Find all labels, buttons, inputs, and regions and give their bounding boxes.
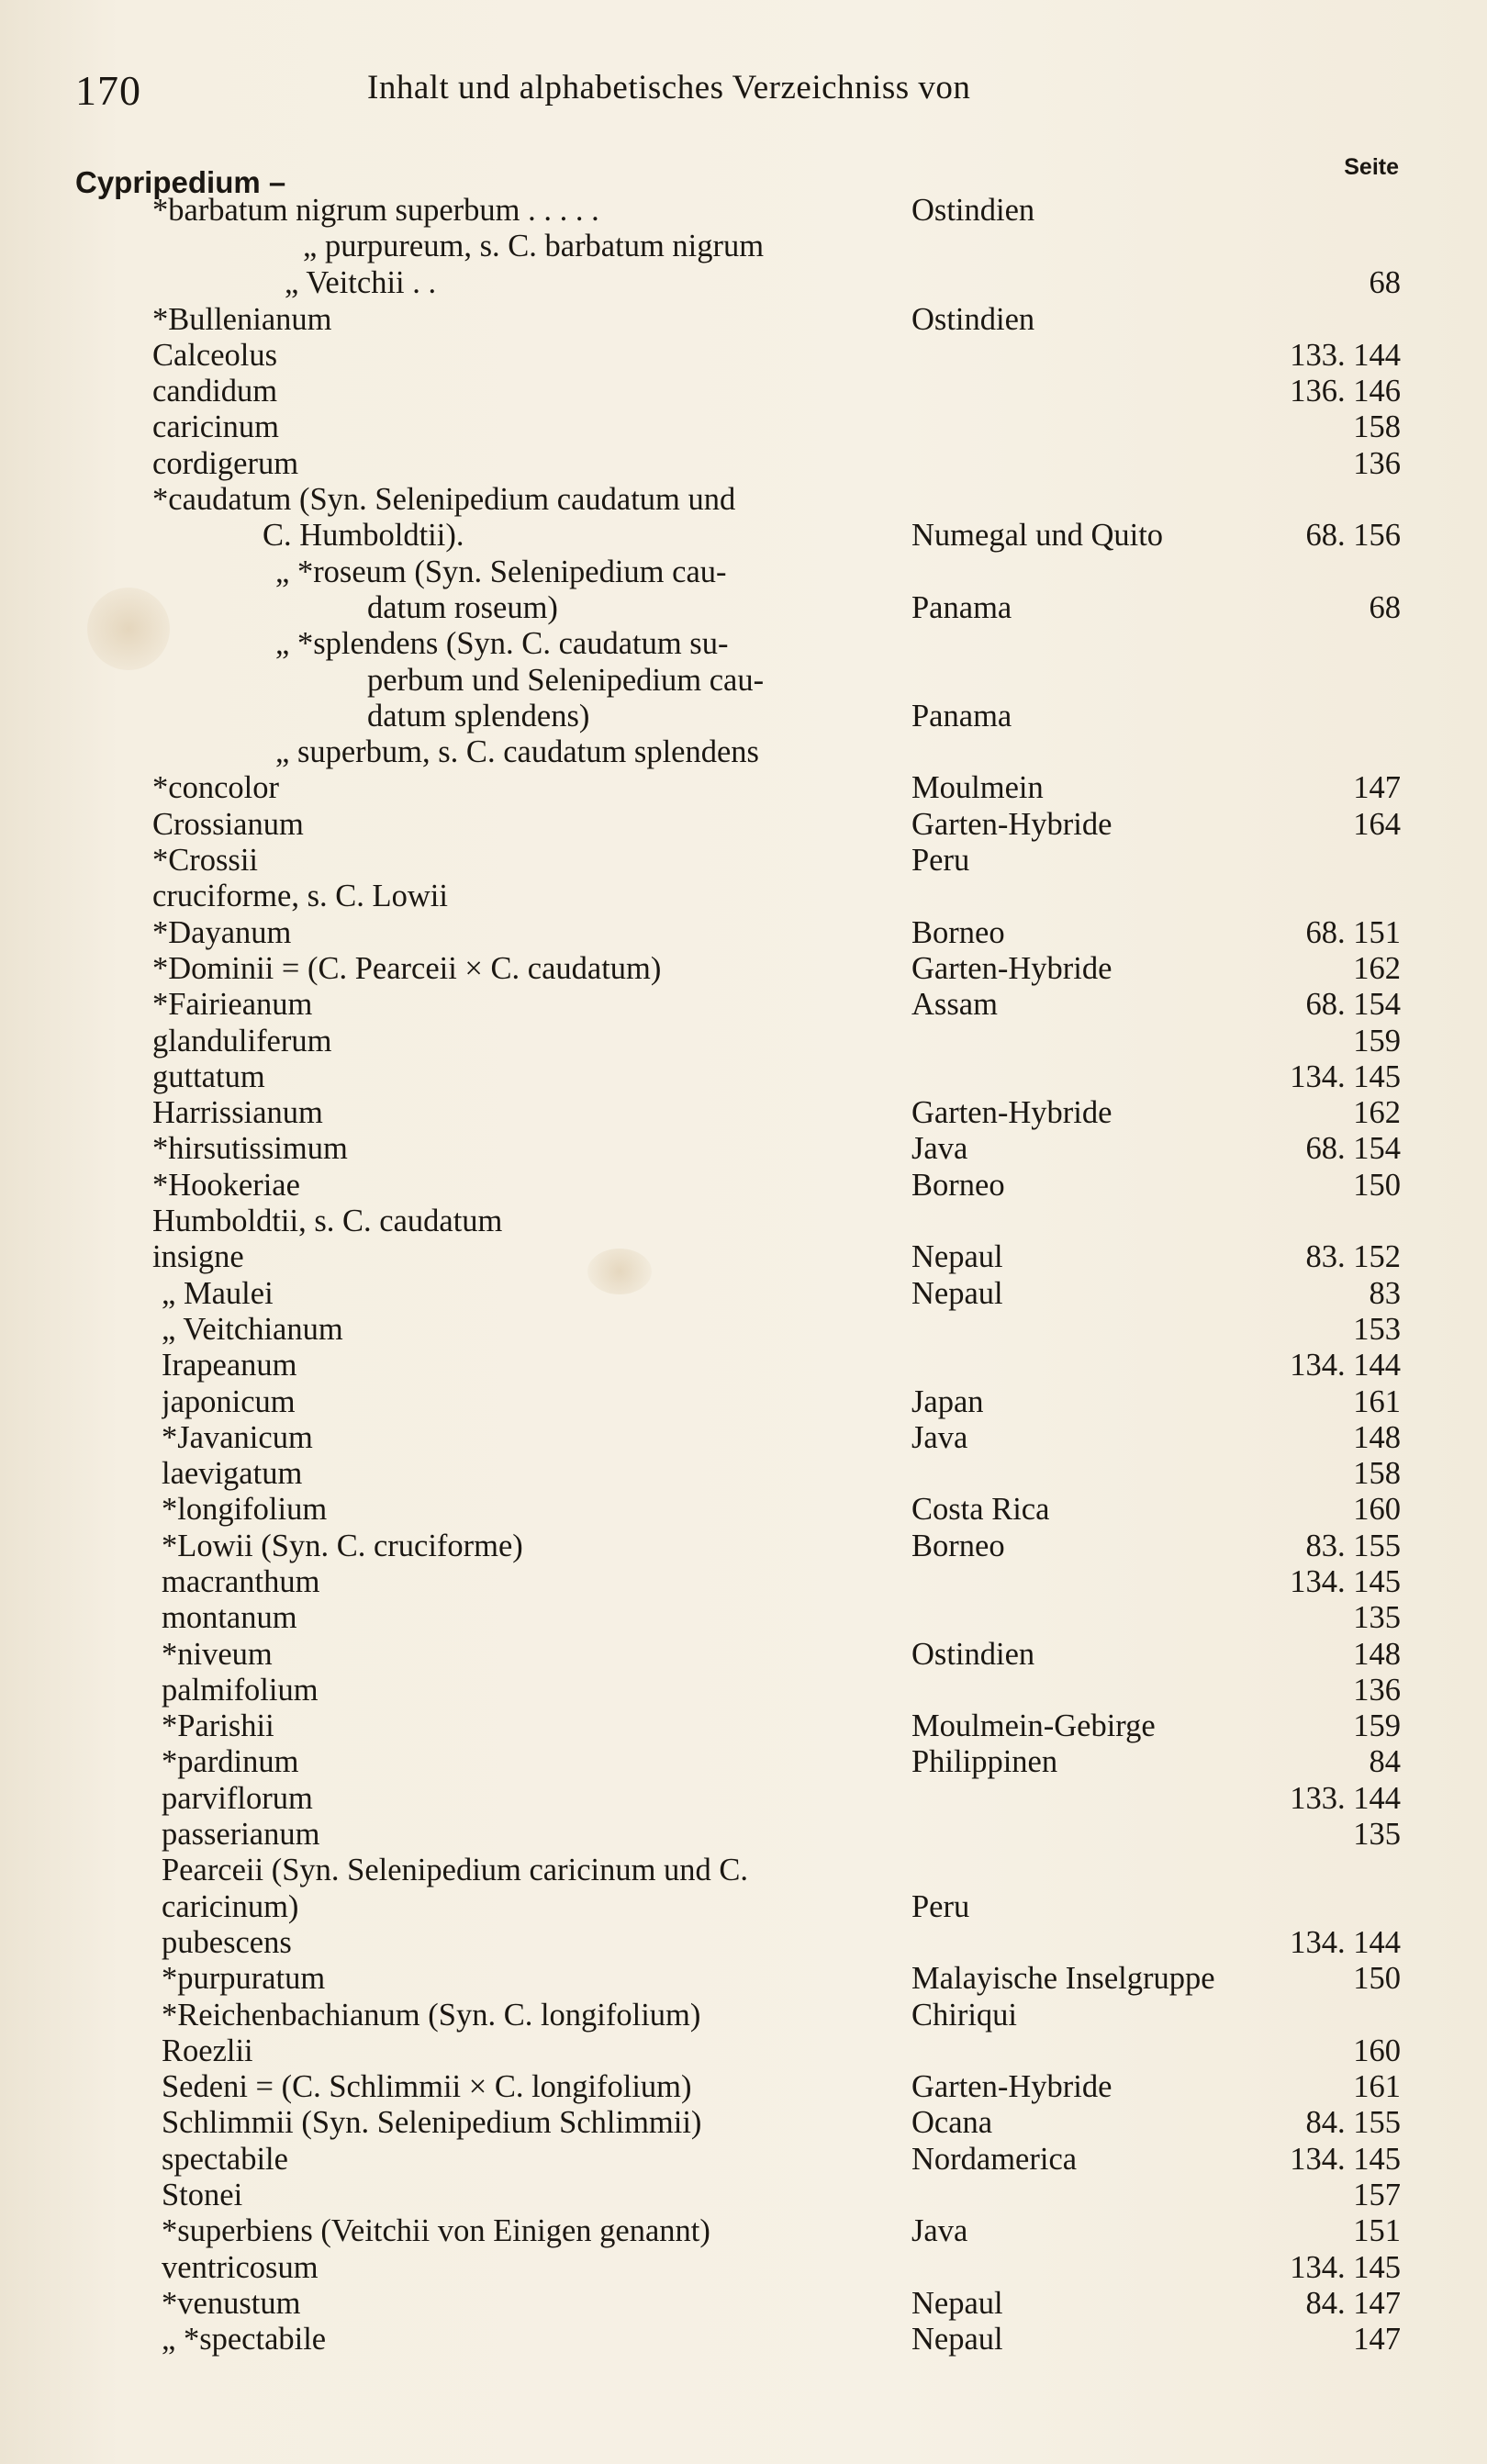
entry-location: Japan [911,1383,984,1419]
index-entry [0,2105,1487,2141]
entry-name: „ Veitchii . . [285,265,437,301]
entry-name: laevigatum [162,1456,303,1492]
entry-pages: 134. 144 [1290,1924,1401,1960]
entry-pages: 135 [1353,1600,1401,1636]
entry-location: Borneo [911,1167,1005,1203]
index-entry [0,1168,1487,1204]
entry-pages: 133. 144 [1290,1780,1401,1816]
entry-pages: 68. 154 [1305,1131,1401,1167]
entry-name: „ Maulei [162,1275,274,1311]
entry-pages: 162 [1353,950,1401,986]
entry-name: passerianum [162,1817,320,1853]
entry-pages: 84. 147 [1305,2285,1401,2321]
entry-name: „ *splendens (Syn. C. caudatum su- [275,626,729,662]
entry-name: montanum [162,1600,297,1636]
entry-pages: 158 [1353,1456,1401,1492]
index-entry [0,193,1487,229]
entry-name: *longifolium [162,1492,328,1528]
entry-pages: 134. 144 [1290,1348,1401,1383]
entry-location: Borneo [911,1528,1005,1563]
index-entry [0,1239,1487,1275]
entry-pages: 68. 154 [1305,987,1401,1023]
index-entry [0,1131,1487,1167]
index-entry [0,1024,1487,1059]
entry-pages: 134. 145 [1290,1058,1401,1094]
entry-location: Philippinen [911,1744,1058,1780]
entry-name: Pearceii (Syn. Selenipedium caricinum und C. [162,1853,749,1888]
entry-location: Java [911,1419,968,1455]
index-entry [0,1384,1487,1420]
index-entry [0,987,1487,1023]
entry-name: *Bullenianum [152,301,332,337]
entry-pages: 160 [1353,1492,1401,1528]
entry-name: *Dayanum [152,914,292,950]
entry-location: Moulmein-Gebirge [911,1708,1156,1744]
index-entry [0,1529,1487,1564]
entry-location: Assam [911,987,998,1023]
entry-location: Peru [911,843,970,879]
entry-pages: 68. 151 [1305,914,1401,950]
entry-pages: 162 [1353,1095,1401,1131]
entry-location: Panama [911,698,1012,734]
entry-pages: 136 [1353,445,1401,481]
entry-pages: 151 [1353,2213,1401,2249]
page-number: 170 [75,67,141,114]
index-entry [0,1312,1487,1348]
entry-pages: 68 [1369,265,1401,301]
index-entry [0,1456,1487,1492]
entry-name: *purpuratum [162,1961,326,1997]
entry-name: Calceolus [152,337,278,373]
entry-location: Ostindien [911,193,1035,228]
entry-pages: 161 [1353,2069,1401,2105]
index-entry [0,409,1487,445]
entry-location: Nordamerica [911,2141,1078,2177]
entry-name: spectabile [162,2141,288,2177]
entry-location: Garten-Hybride [911,806,1112,842]
index-entry [0,1564,1487,1600]
index-entry [0,302,1487,338]
entry-name: *pardinum [162,1744,299,1780]
genus-heading: Cypripedium – [75,165,286,199]
index-entry [0,663,1487,699]
index-entry [0,2069,1487,2105]
entry-location: Java [911,2213,968,2249]
index-entry [0,229,1487,265]
index-entry [0,843,1487,879]
index-entry [0,1420,1487,1456]
entry-name: datum roseum) [367,589,558,625]
entry-location: Ocana [911,2105,993,2141]
entry-name: *Javanicum [162,1419,313,1455]
entry-name: caricinum) [162,1888,299,1924]
entry-location: Ostindien [911,1636,1035,1672]
index-entry [0,1925,1487,1961]
entry-name: *Reichenbachianum (Syn. C. longifolium) [162,1997,701,2033]
entry-name: „ Veitchianum [162,1311,343,1347]
entry-name: *hirsutissimum [152,1131,348,1167]
index-entry [0,1673,1487,1708]
entry-name: pubescens [162,1924,292,1960]
index-entry [0,482,1487,518]
index-entry [0,1059,1487,1095]
index-entry [0,2250,1487,2286]
entry-pages: 83. 155 [1305,1528,1401,1563]
index-entry [0,1817,1487,1853]
entry-name: *Lowii (Syn. C. cruciforme) [162,1528,523,1563]
entry-pages: 161 [1353,1383,1401,1419]
index-entry [0,1637,1487,1673]
entry-name: guttatum [152,1058,265,1094]
entry-pages: 159 [1353,1023,1401,1058]
index-entry [0,1998,1487,2033]
entry-name: candidum [152,374,278,409]
entry-name: *Crossii [152,843,259,879]
entry-name: cordigerum [152,445,299,481]
entry-name: Irapeanum [162,1348,297,1383]
entry-pages: 159 [1353,1708,1401,1744]
entry-name: *Hookeriae [152,1167,300,1203]
entry-pages: 136 [1353,1672,1401,1708]
entry-pages: 84. 155 [1305,2105,1401,2141]
index-entry [0,2213,1487,2249]
entry-name: C. Humboldtii). [263,518,464,554]
index-entry [0,2286,1487,2322]
entry-name: caricinum [152,409,279,445]
entry-location: Garten-Hybride [911,950,1112,986]
index-entry [0,338,1487,374]
entry-name: palmifolium [162,1672,319,1708]
index-entry [0,1492,1487,1528]
index-entry [0,1600,1487,1636]
entry-name: parviflorum [162,1780,313,1816]
index-entries [0,193,1487,2358]
entry-pages: 134. 145 [1290,1563,1401,1599]
entry-name: japonicum [162,1383,296,1419]
index-entry [0,770,1487,806]
entry-name: datum splendens) [367,698,590,734]
entry-name: „ superbum, s. C. caudatum splendens [275,734,759,770]
index-entry [0,626,1487,662]
entry-pages: 84 [1369,1744,1401,1780]
entry-pages: 157 [1353,2178,1401,2213]
index-entry [0,1744,1487,1780]
index-entry [0,1781,1487,1817]
index-entry [0,374,1487,409]
entry-location: Nepaul [911,1239,1003,1275]
entry-pages: 148 [1353,1636,1401,1672]
index-entry [0,1348,1487,1383]
entry-pages: 68 [1369,589,1401,625]
index-entry [0,446,1487,482]
entry-location: Panama [911,589,1012,625]
page-column-label: Seite [1344,154,1399,180]
index-entry [0,1889,1487,1925]
entry-pages: 135 [1353,1817,1401,1853]
entry-pages: 150 [1353,1167,1401,1203]
entry-name: insigne [152,1239,244,1275]
entry-location: Garten-Hybride [911,2069,1112,2105]
entry-name: *Fairieanum [152,987,313,1023]
entry-location: Nepaul [911,2285,1003,2321]
entry-location: Costa Rica [911,1492,1050,1528]
entry-name: Roezlii [162,2033,253,2068]
index-entry [0,1853,1487,1888]
entry-pages: 150 [1353,1961,1401,1997]
index-entry [0,2142,1487,2178]
entry-name: Sedeni = (C. Schlimmii × C. longifolium) [162,2069,692,2105]
entry-location: Nepaul [911,2322,1003,2358]
entry-location: Chiriqui [911,1997,1018,2033]
index-entry [0,879,1487,914]
entry-name: macranthum [162,1563,320,1599]
running-title: Inhalt und alphabetisches Verzeichniss von [367,69,971,106]
index-entry [0,554,1487,590]
entry-name: *superbiens (Veitchii von Einigen genannt) [162,2213,710,2249]
index-entry [0,1204,1487,1239]
entry-location: Borneo [911,914,1005,950]
entry-name: *Parishii [162,1708,274,1744]
index-entry [0,915,1487,951]
index-entry [0,807,1487,843]
entry-name: glanduliferum [152,1023,332,1058]
entry-name: „ purpureum, s. C. barbatum nigrum [303,229,765,264]
index-entry [0,265,1487,301]
entry-name: Harrissianum [152,1095,323,1131]
entry-location: Malayische Inselgruppe [911,1961,1215,1997]
entry-name: *concolor [152,770,279,806]
entry-name: *caudatum (Syn. Selenipedium caudatum und [152,482,736,518]
entry-pages: 153 [1353,1311,1401,1347]
entry-name: perbum und Selenipedium cau- [367,662,765,698]
entry-pages: 134. 145 [1290,2249,1401,2285]
entry-name: *Dominii = (C. Pearceii × C. caudatum) [152,950,662,986]
entry-name: cruciforme, s. C. Lowii [152,879,448,914]
entry-pages: 136. 146 [1290,374,1401,409]
index-entry [0,699,1487,734]
entry-location: Ostindien [911,301,1035,337]
entry-pages: 83. 152 [1305,1239,1401,1275]
index-entry [0,1708,1487,1744]
page-header [75,66,1434,121]
index-entry [0,1961,1487,1997]
entry-pages: 83 [1369,1275,1401,1311]
index-entry [0,2178,1487,2213]
entry-pages: 147 [1353,770,1401,806]
index-entry [0,2322,1487,2358]
index-entry [0,1095,1487,1131]
entry-pages: 148 [1353,1419,1401,1455]
entry-name: Humboldtii, s. C. caudatum [152,1204,503,1239]
entry-location: Java [911,1131,968,1167]
index-entry [0,518,1487,554]
entry-name: *niveum [162,1636,273,1672]
index-entry [0,1276,1487,1312]
entry-location: Moulmein [911,770,1044,806]
entry-name: *venustum [162,2285,301,2321]
index-entry [0,734,1487,770]
entry-name: Schlimmii (Syn. Selenipedium Schlimmii) [162,2105,702,2141]
entry-pages: 68. 156 [1305,518,1401,554]
entry-pages: 134. 145 [1290,2141,1401,2177]
entry-name: Stonei [162,2178,243,2213]
entry-pages: 158 [1353,409,1401,445]
entry-name: Crossianum [152,806,304,842]
entry-name: ventricosum [162,2249,319,2285]
entry-pages: 164 [1353,806,1401,842]
entry-name: „ *spectabile [162,2322,327,2358]
entry-pages: 133. 144 [1290,337,1401,373]
entry-name: „ *roseum (Syn. Selenipedium cau- [275,554,727,589]
entry-location: Nepaul [911,1275,1003,1311]
index-entry [0,590,1487,626]
index-entry [0,2033,1487,2069]
entry-location: Garten-Hybride [911,1095,1112,1131]
entry-pages: 147 [1353,2322,1401,2358]
entry-pages: 160 [1353,2033,1401,2068]
entry-location: Peru [911,1888,970,1924]
entry-location: Numegal und Quito [911,518,1164,554]
entry-name: *barbatum nigrum superbum . . . . . [152,193,599,228]
index-entry [0,951,1487,987]
